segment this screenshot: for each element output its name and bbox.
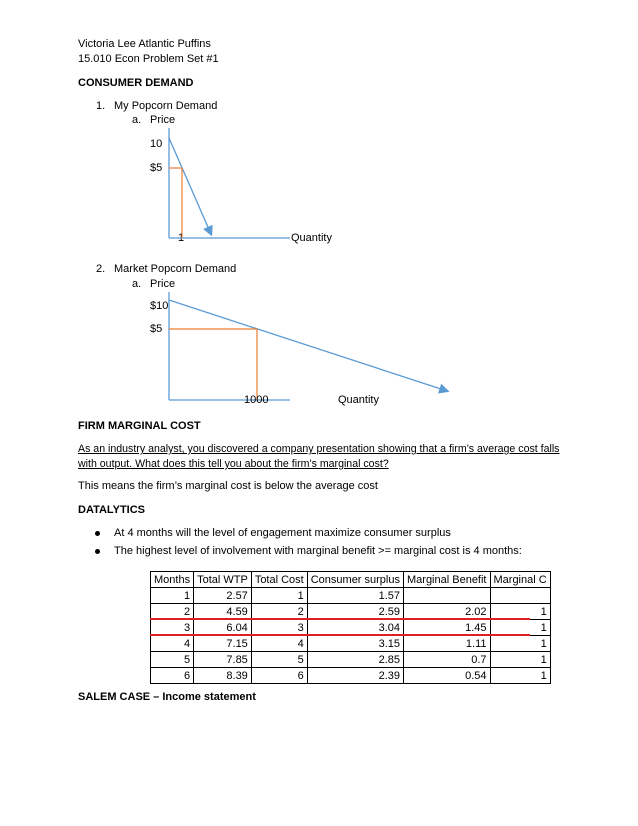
table-cell: 5 bbox=[151, 652, 194, 668]
item1-label: My Popcorn Demand bbox=[114, 100, 218, 112]
table-cell: 1 bbox=[151, 588, 194, 604]
item2-qty-tick: 1000 bbox=[244, 394, 269, 406]
table-cell: 4.59 bbox=[194, 604, 252, 620]
item2-sub-letter: a. bbox=[132, 278, 142, 290]
firm-marginal-cost-heading: FIRM MARGINAL COST bbox=[78, 420, 201, 432]
item1-price-label: Price bbox=[150, 114, 176, 126]
table-header-cell: Months bbox=[151, 572, 194, 588]
course-line: 15.010 Econ Problem Set #1 bbox=[78, 53, 219, 65]
item2-price-mid: $5 bbox=[150, 323, 163, 335]
bullet-icon bbox=[95, 549, 100, 554]
consumer-demand-heading: CONSUMER DEMAND bbox=[78, 77, 194, 89]
table-row bbox=[151, 652, 551, 668]
datalytics-bullet-1: At 4 months will the level of engagement maximize consumer surplus bbox=[114, 527, 451, 539]
table-cell: 0.54 bbox=[404, 668, 491, 684]
table-cell: 1.11 bbox=[404, 636, 491, 652]
question-line-1: As an industry analyst, you discovered a company presentation showing that a firm’s average cost falls bbox=[78, 443, 560, 455]
datalytics-heading: DATALYTICS bbox=[78, 504, 146, 516]
data-table bbox=[150, 571, 551, 684]
answer-text: This means the firm’s marginal cost is below the average cost bbox=[78, 480, 378, 492]
table-header-cell: Total WTP bbox=[194, 572, 252, 588]
bullet-icon bbox=[95, 531, 100, 536]
highlight-top-line bbox=[150, 618, 530, 620]
table-cell bbox=[490, 588, 550, 604]
table-cell: 6 bbox=[251, 668, 307, 684]
item2-qty-axis-label: Quantity bbox=[338, 394, 379, 406]
item1-number: 1. bbox=[96, 100, 106, 112]
table-cell: 1 bbox=[490, 620, 550, 636]
table-header-cell: Marginal C bbox=[490, 572, 550, 588]
table-cell: 7.85 bbox=[194, 652, 252, 668]
table-cell: 1 bbox=[490, 636, 550, 652]
graph2-demand-line bbox=[169, 300, 447, 391]
table-header-cell: Consumer surplus bbox=[307, 572, 403, 588]
item1-price-mid: $5 bbox=[150, 162, 163, 174]
table-row-highlighted bbox=[151, 636, 551, 652]
table-cell: 3.04 bbox=[307, 620, 403, 636]
table-cell: 6.04 bbox=[194, 620, 252, 636]
table-cell: 0.7 bbox=[404, 652, 491, 668]
table-cell: 1 bbox=[490, 668, 550, 684]
table-cell: 2.57 bbox=[194, 588, 252, 604]
table-cell: 4 bbox=[251, 636, 307, 652]
salem-case-heading bbox=[78, 690, 256, 704]
item2-number: 2. bbox=[96, 263, 106, 275]
table-row bbox=[151, 588, 551, 604]
table-cell bbox=[404, 588, 491, 604]
item2-label: Market Popcorn Demand bbox=[114, 263, 237, 275]
table-cell: 2.59 bbox=[307, 604, 403, 620]
table-cell: 2 bbox=[151, 604, 194, 620]
item1-qty-axis-label: Quantity bbox=[291, 232, 332, 244]
table-cell: 4 bbox=[151, 636, 194, 652]
table-cell: 2.02 bbox=[404, 604, 491, 620]
table-cell: 3 bbox=[251, 620, 307, 636]
table-cell: 1.45 bbox=[404, 620, 491, 636]
table-cell: 1 bbox=[490, 652, 550, 668]
graph1-demand-line bbox=[169, 138, 211, 234]
table-cell: 3 bbox=[151, 620, 194, 636]
question-line-2: with output. What does this tell you about the firm’s marginal cost? bbox=[78, 458, 389, 470]
item2-price-high: $10 bbox=[150, 300, 169, 312]
table-row bbox=[151, 668, 551, 684]
table-cell: 5 bbox=[251, 652, 307, 668]
table-cell: 6 bbox=[151, 668, 194, 684]
item1-qty-tick: 1 bbox=[178, 232, 185, 244]
author-line: Victoria Lee Atlantic Puffins bbox=[78, 38, 211, 50]
table-cell: 7.15 bbox=[194, 636, 252, 652]
table-cell: 2 bbox=[251, 604, 307, 620]
table-cell: 2.85 bbox=[307, 652, 403, 668]
salem-case-title: SALEM CASE bbox=[78, 691, 151, 703]
table-cell: 8.39 bbox=[194, 668, 252, 684]
table-cell: 1 bbox=[490, 604, 550, 620]
table-header-cell: Total Cost bbox=[251, 572, 307, 588]
table-cell: 1 bbox=[251, 588, 307, 604]
data-table-clip bbox=[150, 571, 547, 687]
highlight-bottom-line bbox=[150, 634, 530, 636]
table-header-cell: Marginal Benefit bbox=[404, 572, 491, 588]
table-cell: 3.15 bbox=[307, 636, 403, 652]
table-cell: 2.39 bbox=[307, 668, 403, 684]
item1-price-high: 10 bbox=[150, 138, 163, 150]
table-header-row bbox=[151, 572, 551, 588]
table-cell: 1.57 bbox=[307, 588, 403, 604]
item1-sub-letter: a. bbox=[132, 114, 142, 126]
datalytics-bullet-2: The highest level of involvement with marginal benefit >= marginal cost is 4 months: bbox=[114, 545, 522, 557]
salem-case-subtitle: – Income statement bbox=[150, 691, 256, 703]
item2-price-label: Price bbox=[150, 278, 176, 290]
